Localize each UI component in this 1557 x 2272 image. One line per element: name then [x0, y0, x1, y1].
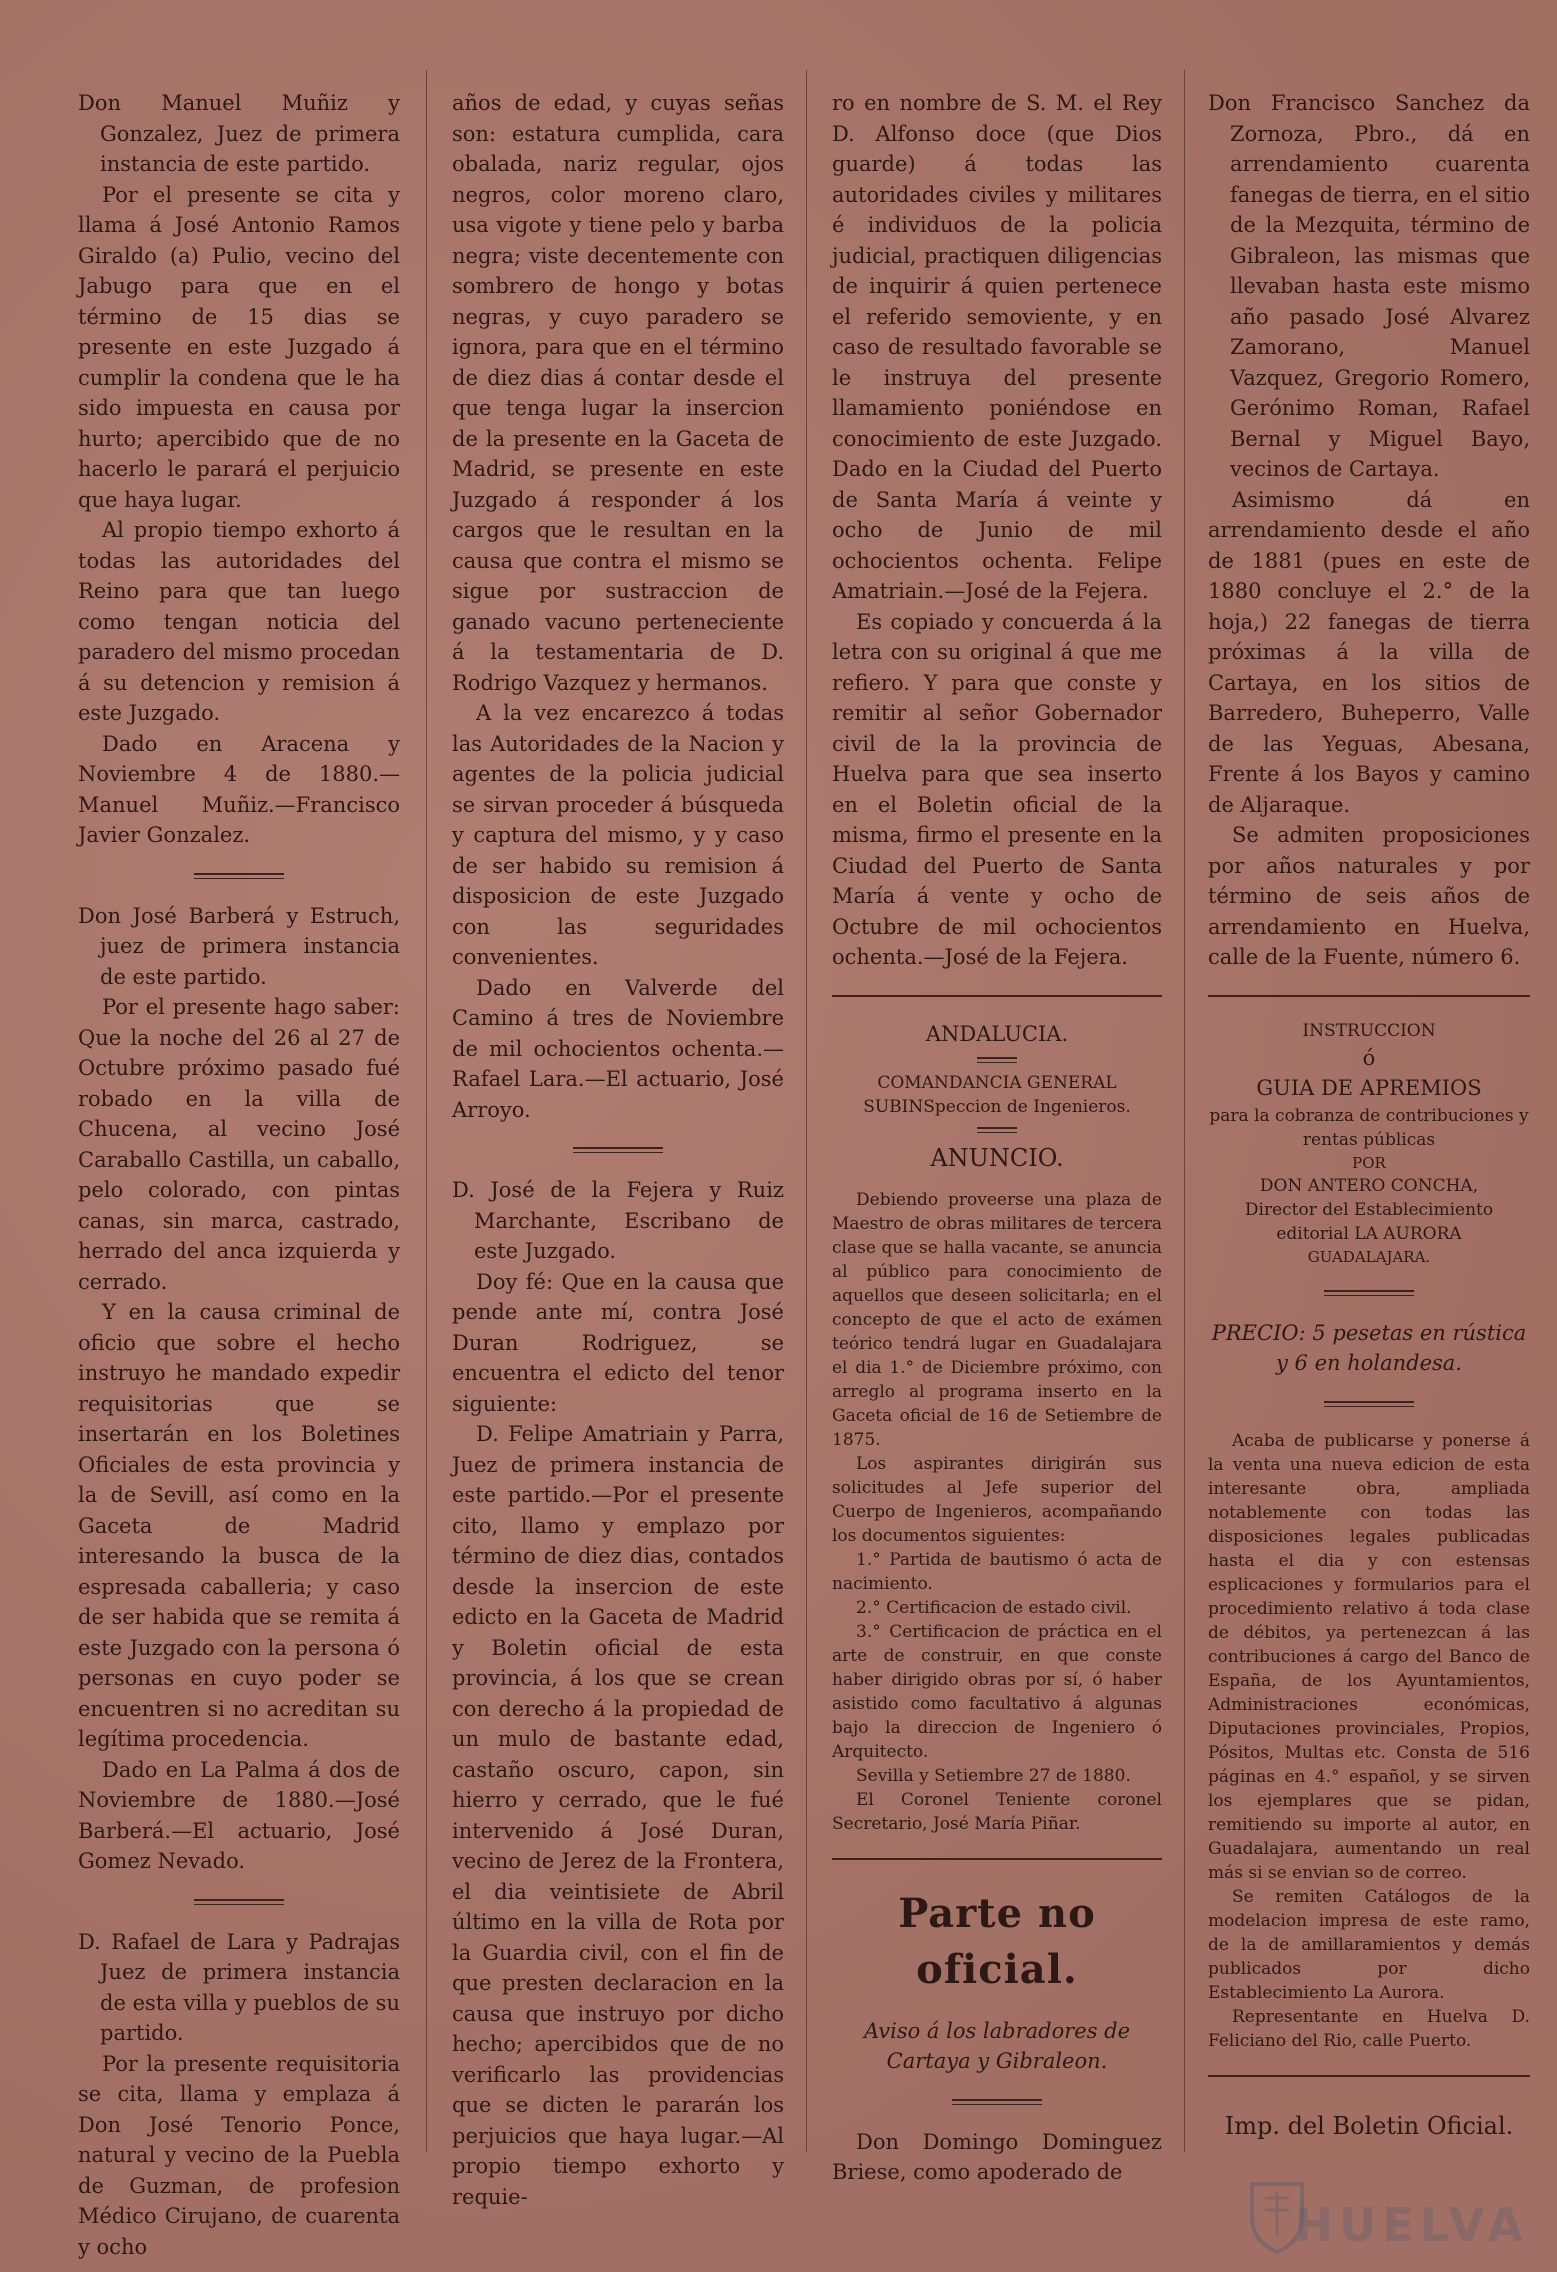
printer-imprint: Imp. del Boletin Oficial.	[1224, 2111, 1514, 2140]
edict-header: Don Manuel Muñiz y Gonzalez, Juez de primera instancia de este partido.	[78, 91, 400, 176]
paragraph: Asimismo dá en arrendamiento desde el año de 1881 (pues en este de 1880 concluye el 2.° de la hoja,) 22 fanegas de tierra próximas á la villa de Cartaya, en los sitios de Barredero, Buheperro, Valle de las Yeguas, Abesana, Frente á los Bayos y camino de Aljaraque.	[1208, 487, 1530, 817]
list-item: 1.° Partida de bautismo ó acta de nacimiento.	[832, 1549, 1162, 1594]
paragraph: Se remiten Catálogos de la modelacion impresa de este ramo, de la de amillaramientos y demás publicados por dicho Establecimiento La Aurora.	[1208, 1886, 1530, 2003]
separator	[832, 1858, 1162, 1860]
ad-author: DON ANTERO CONCHA,	[1259, 1175, 1479, 1196]
paragraph: Por la presente requisitoria se cita, llama y emplaza á Don José Tenorio Ponce, natural y vecino de la Puebla de Guzman, de profesion Médico Cirujano, de cuarenta y ocho	[78, 2051, 400, 2259]
ad-title: GUIA DE APREMIOS	[1256, 1076, 1482, 1100]
column-4	[1208, 88, 1530, 2238]
column-divider	[1184, 70, 1185, 2152]
column-2	[452, 88, 784, 2238]
ad-city: GUADALAJARA.	[1307, 1247, 1431, 1266]
paragraph: Por el presente se cita y llama á José Antonio Ramos Giraldo (a) Pulio, vecino del Jabugo para que en el término de 15 dias se presente en este Juzgado á cumplir la condena que le ha sido impuesta en causa por hurto; apercibido que de no hacerlo le parará el perjuicio que haya lugar.	[78, 182, 400, 512]
ad-price: PRECIO: 5 pesetas en rústica y 6 en holandesa.	[1211, 1320, 1527, 1375]
ad-heading: INSTRUCCION	[1302, 1020, 1436, 1041]
section-heading: Parte no oficial.	[898, 1889, 1096, 1993]
paragraph: años de edad, y cuyas señas son: estatura cumplida, cara obalada, nariz regular, ojos negros, color moreno claro, usa vigote y tiene pelo y barba negra; viste decentemente con sombrero de hongo y botas negras, y cuyo paradero se ignora, para que en el término de diez dias á contar desde el que tenga lugar la insercion de la presente en la Gaceta de Madrid, se presente en este Juzgado á responder á los cargos que le resultan en la causa que contra el mismo se sigue por sustraccion de ganado vacuno perteneciente á la testamentaria de D. Rodrigo Vazquez y hermanos.	[452, 91, 784, 695]
separator	[1208, 2075, 1530, 2077]
paragraph: Es copiado y concuerda á la letra con su original á que me refiero. Y para que conste y remitir al señor Gobernador civil de la la provincia de Huelva para que sea inserto en el Boletin oficial de la misma, firmo el presente en la Ciudad del Puerto de Santa María á vente y ocho de Octubre de mil ochocientos ochenta.—José de la Fejera.	[832, 609, 1162, 969]
ad-subheading: ó	[1362, 1045, 1376, 1070]
paragraph: Se admiten proposiciones por años naturales y por término de seis años de arrendamiento en Huelva, calle de la Fuente, número 6.	[1208, 823, 1530, 969]
date-line: Sevilla y Setiembre 27 de 1880.	[856, 1765, 1131, 1786]
paragraph: Doy fé: Que en la causa que pende ante mí, contra José Duran Rodriguez, se encuentra el edicto del tenor siguiente:	[452, 1269, 784, 1416]
separator	[977, 1127, 1017, 1133]
edict-header: D. José de la Fejera y Ruiz Marchante, Escribano de este Juzgado.	[452, 1178, 784, 1263]
paragraph: Los aspirantes dirigirán sus solicitudes al Jefe superior del Cuerpo de Ingenieros, acompañando los documentos siguientes:	[832, 1453, 1162, 1546]
archive-watermark: HUELVA	[1294, 2198, 1529, 2252]
signature: Dado en Valverde del Camino á tres de Noviembre de mil ochocientos ochenta.—Rafael Lara.—El actuario, José Arroyo.	[452, 975, 784, 1122]
separator	[194, 1899, 284, 1905]
signature: El Coronel Teniente coronel Secretario, José María Piñar.	[832, 1789, 1162, 1834]
column-divider	[806, 70, 807, 2152]
paragraph: Representante en Huelva D. Feliciano del Rio, calle Puerto.	[1208, 2006, 1530, 2051]
signature: Dado en Aracena y Noviembre 4 de 1880.—Manuel Muñiz.—Francisco Javier Gonzalez.	[78, 731, 400, 847]
notice-title: Aviso á los labradores de Cartaya y Gibraleon.	[863, 2018, 1131, 2073]
paragraph: Por el presente hago saber: Que la noche del 26 al 27 de Octubre próximo pasado fué robado en la villa de Chucena, al vecino José Caraballo Castilla, un caballo, pelo colorado, con pintas canas, sin marca, castrado, herrado del anca izquierda y cerrado.	[78, 995, 400, 1294]
paragraph: ro en nombre de S. M. el Rey D. Alfonso doce (que Dios guarde) á todas las autoridades civiles y militares é individuos de la policia judicial, practiquen diligencias de inquirir á quien pertenece el referido semoviente, y en caso de resultado favorable se le instruya del presente llamamiento poniéndose en conocimiento de este Juzgado. Dado en la Ciudad del Puerto de Santa María á veinte y ocho de Junio de mil ochocientos ochenta. Felipe Amatriain.—José de la Fejera.	[832, 91, 1162, 603]
paragraph: D. Felipe Amatriain y Parra, Juez de primera instancia de este partido.—Por el presente cito, llamo y emplazo por término de diez dias, contados desde la insercion de este edicto en la Gaceta de Madrid y Boletin oficial de esta provincia, á los que se crean con derecho á la propiedad de un mulo de bastante edad, castaño oscuro, capon, sin hierro y cerrado, que le fué intervenido á José Duran, vecino de Jerez de la Frontera, el dia veintisiete de Abril último en la villa de Rota por la Guardia civil, con el fin de que presten declaracion en la causa que instruyo por dicho hecho; apercibidos que de no verificarlo las providencias que se dicten le pararán los perjuicios que haya lugar.—Al propio tiempo exhorto y requie-	[452, 1422, 784, 2209]
separator	[832, 995, 1162, 997]
separator	[1324, 1401, 1414, 1407]
paragraph: A la vez encarezco á todas las Autoridades de la Nacion y agentes de la policia judicial se sirvan proceder á búsqueda y captura del mismo, y y caso de ser habido su remision á disposicion de este Juzgado con las seguridades convenientes.	[452, 701, 784, 969]
column-1	[78, 88, 400, 2259]
separator	[952, 2099, 1042, 2105]
separator	[1324, 1290, 1414, 1296]
paragraph: Al propio tiempo exhorto á todas las autoridades del Reino para que tan luego como tengan noticia del paradero del mismo procedan á su detencion y remision á este Juzgado.	[78, 518, 400, 725]
announcement-title: ANUNCIO.	[930, 1144, 1064, 1172]
separator	[1208, 995, 1530, 997]
section-subheading: COMANDANCIA GENERAL SUBINSpeccion de Ingenieros.	[863, 1073, 1131, 1117]
separator	[194, 873, 284, 879]
separator	[573, 1147, 663, 1153]
paragraph: Acaba de publicarse y ponerse á la venta una nueva edicion de esta interesante obra, ampliada notablemente con todas las disposiciones legales publicadas hasta el dia y con estensas esplicaciones y formularios para el procedimiento relativo á toda clase de débitos, ya pertenezcan á las contribuciones á cargo del Banco de España, de los Ayuntamientos, Administraciones económicas, Diputaciones provinciales, Propios, Pósitos, Multas etc. Consta de 516 páginas en 4.° español, y se sirven los ejemplares que se pidan, remitiendo su importe al autor, en Guadalajara, aumentando un real más si se envian so de correo.	[1208, 1430, 1530, 1883]
paragraph: Y en la causa criminal de oficio que sobre el hecho instruyo he mandado expedir requisitorias que se insertarán en los Boletines Oficiales de esta provincia y la de Sevill, así como en la Gaceta de Madrid interesando la busca de la espresada caballeria; y caso de ser habida que se remita á este Juzgado con la persona ó personas en cuyo poder se encuentren si no acreditan su legítima procedencia.	[78, 1300, 400, 1751]
signature: Dado en La Palma á dos de Noviembre de 1880.—José Barberá.—El actuario, José Gomez Nevado.	[78, 1757, 400, 1873]
edict-header: Don José Barberá y Estruch, juez de primera instancia de este partido.	[78, 903, 400, 989]
section-heading: ANDALUCIA.	[925, 1021, 1069, 1046]
paragraph: Don Domingo Dominguez Briese, como apoderado de	[832, 2129, 1162, 2184]
ad-por: POR	[1352, 1153, 1386, 1172]
ad-subtitle: para la cobranza de contribuciones y rentas públicas	[1209, 1105, 1529, 1150]
list-item: 2.° Certificacion de estado civil.	[856, 1597, 1132, 1618]
edict-header: D. Rafael de Lara y Padrajas Juez de primera instancia de esta villa y pueblos de su partido.	[78, 1929, 400, 2045]
paragraph: Debiendo proveerse una plaza de Maestro de obras militares de tercera clase que se halla vacante, se anuncia al público para conocimiento de aquellos que deseen solicitarla; en el concepto de que el acto de exámen teórico tendrá lugar en Guadalajara el dia 1.° de Diciembre próximo, con arreglo al programa inserto en la Gaceta oficial de 16 de Setiembre de 1875.	[832, 1189, 1162, 1450]
list-item: 3.° Certificacion de práctica en el arte de construir, en que conste haber dirigido obras por sí, ó haber asistido como facultativo á algunas bajo la direccion de Ingeniero ó Arquitecto.	[832, 1621, 1162, 1762]
column-divider	[426, 70, 427, 2152]
separator	[977, 1057, 1017, 1063]
paragraph: Don Francisco Sanchez da Zornoza, Pbro., dá en arrendamiento cuarenta fanegas de tierra, en el sitio de la Mezquita, término de Gibraleon, las mismas que llevaban hasta este mismo año pasado José Alvarez Zamorano, Manuel Vazquez, Gregorio Romero, Gerónimo Roman, Rafael Bernal y Miguel Bayo, vecinos de Cartaya.	[1208, 91, 1530, 481]
ad-author-title: Director del Establecimiento editorial LA AURORA	[1244, 1199, 1494, 1244]
column-3	[832, 88, 1162, 2238]
